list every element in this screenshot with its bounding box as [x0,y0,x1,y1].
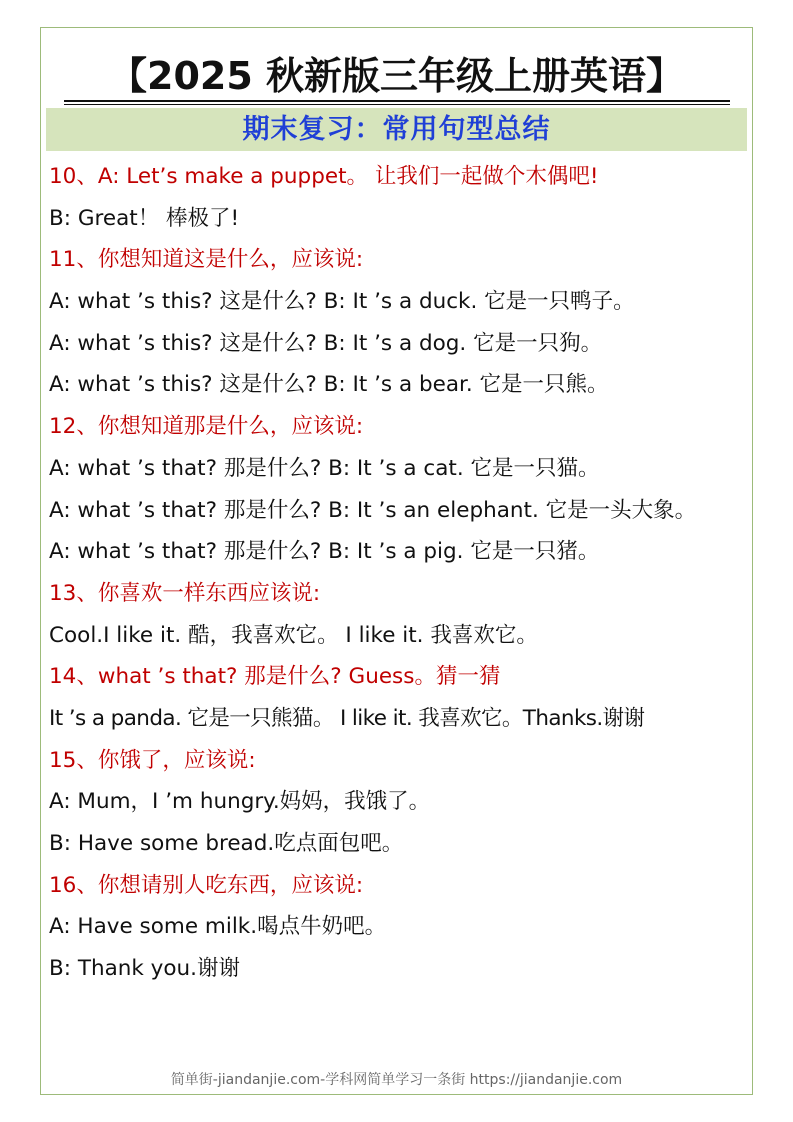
sentence-line: A: Mum，I ’m hungry.妈妈，我饿了。 [49,789,431,815]
sentence-list [49,156,739,990]
section-heading: 12、你想知道那是什么，应该说: [49,414,364,440]
sentence-line: A: what ’s this? 这是什么? B: It ’s a bear. 它是一只熊。 [49,372,609,398]
sentence-line: B: Great！ 棒极了! [49,205,240,231]
sentence-line: A: what ’s that? 那是什么? B: It ’s a cat. 它是一只猫。 [49,455,600,481]
title-underline-thin [64,104,730,105]
title-underline [64,100,730,102]
section-heading: 14、what ’s that? 那是什么? Guess。猜一猜 [49,664,501,690]
sentence-line: A: what ’s that? 那是什么? B: It ’s a pig. 它是一只猪。 [49,539,600,565]
section-heading: 16、你想请别人吃东西，应该说: [49,872,364,898]
sentence-line: B: Thank you.谢谢 [49,956,241,982]
sentence-line: B: Have some bread.吃点面包吧。 [49,831,404,857]
sentence-line: It ’s a panda. 它是一只熊猫。 I like it. 我喜欢它。Thanks.谢谢 [49,705,645,731]
sentence-line: A: what ’s this? 这是什么? B: It ’s a dog. 它是一只狗。 [49,330,603,356]
subtitle-text: 期末复习：常用句型总结 [242,114,551,145]
page-title: 【2025 秋新版三年级上册英语】 [109,54,684,98]
sentence-line: A: what ’s this? 这是什么? B: It ’s a duck. 它是一只鸭子。 [49,289,635,315]
section-heading: 15、你饿了，应该说: [49,747,256,773]
subtitle-banner [46,108,747,151]
sentence-line: A: what ’s that? 那是什么? B: It ’s an elephant. 它是一头大象。 [49,497,697,523]
sentence-line: 10、A: Let’s make a puppet。 让我们一起做个木偶吧! [49,164,599,189]
footer-watermark: 简单街-jiandanjie.com-学科网简单学习一条街 https://jiandanjie.com [170,1072,623,1088]
section-heading: 13、你喜欢一样东西应该说: [49,580,321,606]
section-heading: 11、你想知道这是什么，应该说: [49,247,364,273]
sentence-line: Cool.I like it. 酷，我喜欢它。 I like it. 我喜欢它。 [49,622,538,648]
sentence-line: A: Have some milk.喝点牛奶吧。 [49,914,387,940]
